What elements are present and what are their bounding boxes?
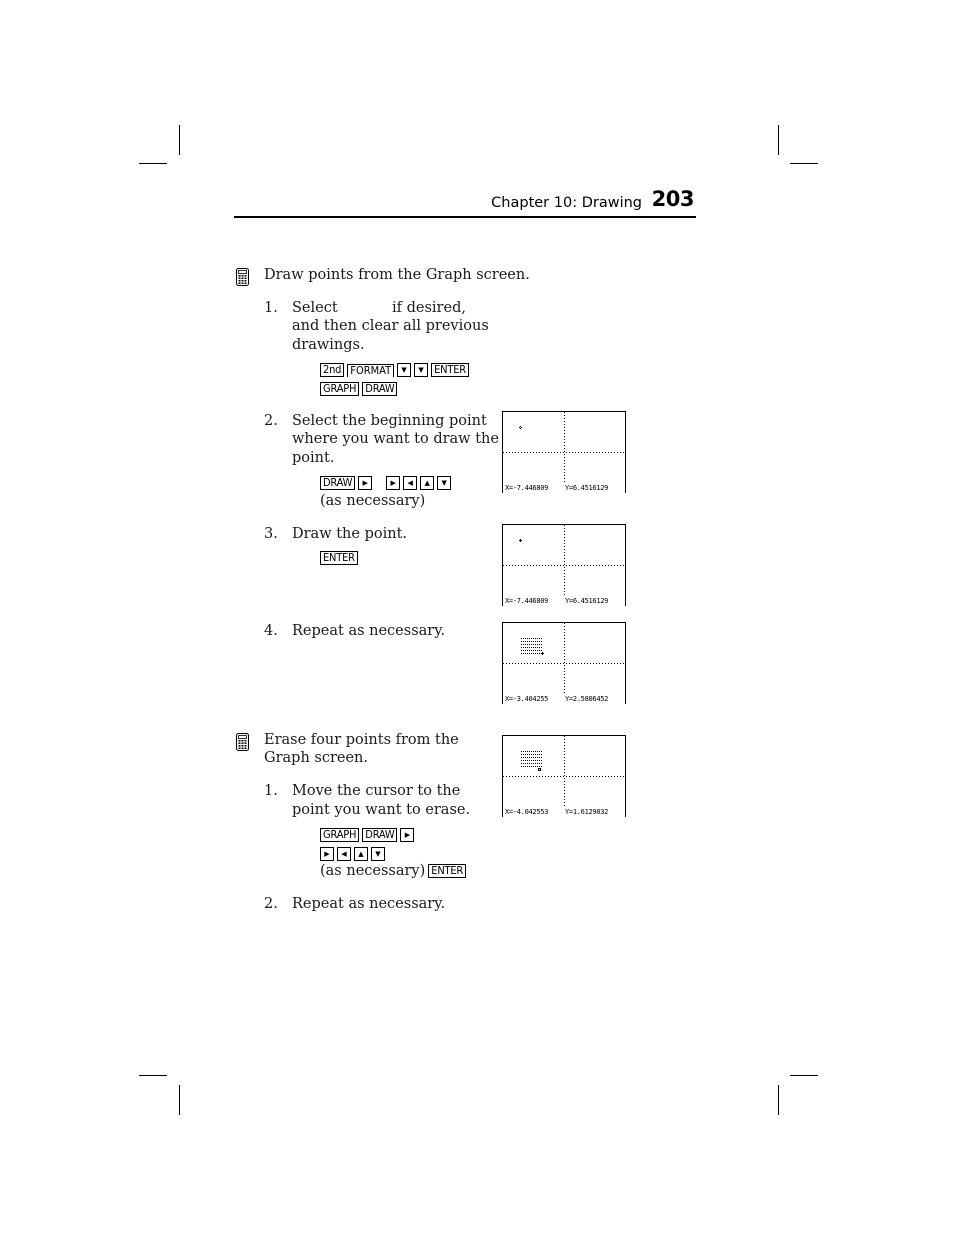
keystroke-line	[320, 362, 469, 378]
x-coordinate: X=-7.446809	[505, 484, 549, 492]
right-arrow-key-icon: ▶	[358, 476, 372, 490]
key-graph: GRAPH	[320, 828, 359, 842]
step-number: 4.	[264, 623, 278, 639]
calculator-screen	[502, 622, 626, 704]
left-arrow-key-icon: ◀	[337, 847, 351, 861]
step-text: if desired,	[392, 300, 466, 316]
left-arrow-key-icon: ◀	[403, 476, 417, 490]
step-text: Repeat as necessary.	[292, 623, 446, 639]
calculator-screen	[502, 735, 626, 817]
page-number: 203	[651, 187, 694, 211]
step-note: (as necessary)	[320, 863, 426, 879]
crop-mark	[179, 125, 180, 155]
crop-mark	[139, 1075, 167, 1076]
up-arrow-key-icon: ▲	[420, 476, 434, 490]
key-enter: ENTER	[428, 864, 466, 878]
key-enter: ENTER	[320, 551, 358, 565]
crop-mark	[179, 1085, 180, 1115]
x-coordinate: X=-3.404255	[505, 695, 549, 703]
key-format: FORMAT	[347, 364, 394, 377]
keystroke-line	[320, 475, 451, 491]
x-coordinate: X=-7.446809	[505, 597, 549, 605]
section-intro: Erase four points from the	[264, 732, 459, 748]
crop-mark	[778, 125, 779, 155]
step-number: 1.	[264, 300, 278, 316]
step-text: Select the beginning point	[292, 413, 487, 429]
key-draw: DRAW	[320, 476, 355, 490]
step-text: drawings.	[292, 337, 365, 353]
up-arrow-key-icon: ▲	[354, 847, 368, 861]
y-coordinate: Y=2.5806452	[565, 695, 609, 703]
chapter-title: Chapter 10: Drawing	[491, 195, 642, 211]
step-text: Select	[292, 300, 338, 316]
key-draw: DRAW	[362, 828, 397, 842]
section-intro: Draw points from the Graph screen.	[264, 267, 530, 283]
step-number: 2.	[264, 413, 278, 429]
keystroke-line	[320, 846, 385, 862]
calculator-icon	[236, 733, 249, 751]
down-arrow-key-icon: ▼	[397, 363, 411, 377]
step-text: point.	[292, 450, 335, 466]
down-arrow-key-icon: ▼	[414, 363, 428, 377]
keystroke-line	[320, 550, 358, 566]
step-note: (as necessary)	[320, 493, 426, 509]
key-graph: GRAPH	[320, 382, 359, 396]
crop-mark	[790, 163, 818, 164]
crop-mark	[139, 163, 167, 164]
right-arrow-key-icon: ▶	[320, 847, 334, 861]
y-coordinate: Y=1.6129032	[565, 808, 609, 816]
step-text: where you want to draw the	[292, 431, 499, 447]
step-number: 3.	[264, 526, 278, 542]
y-coordinate: Y=6.4516129	[565, 597, 609, 605]
step-number: 2.	[264, 896, 278, 912]
step-text: Repeat as necessary.	[292, 896, 446, 912]
step-text: Move the cursor to the	[292, 783, 461, 799]
section-intro: Graph screen.	[264, 750, 368, 766]
key-enter: ENTER	[431, 363, 469, 377]
down-arrow-key-icon: ▼	[371, 847, 385, 861]
step-text: Draw the point.	[292, 526, 408, 542]
step-number: 1.	[264, 783, 278, 799]
keystroke-line	[320, 381, 397, 397]
calculator-icon	[236, 268, 249, 286]
down-arrow-key-icon: ▼	[437, 476, 451, 490]
crop-mark	[790, 1075, 818, 1076]
right-arrow-key-icon: ▶	[400, 828, 414, 842]
right-arrow-key-icon: ▶	[386, 476, 400, 490]
crop-mark	[778, 1085, 779, 1115]
y-coordinate: Y=6.4516129	[565, 484, 609, 492]
x-coordinate: X=-4.042553	[505, 808, 549, 816]
keystroke-line	[320, 827, 414, 843]
calculator-screen	[502, 524, 626, 606]
key-draw: DRAW	[362, 382, 397, 396]
step-text: and then clear all previous	[292, 318, 489, 334]
keystroke-line	[320, 863, 466, 879]
key-2nd: 2nd	[320, 363, 344, 377]
step-text: point you want to erase.	[292, 802, 471, 818]
calculator-screen	[502, 411, 626, 493]
page-header	[234, 187, 696, 218]
